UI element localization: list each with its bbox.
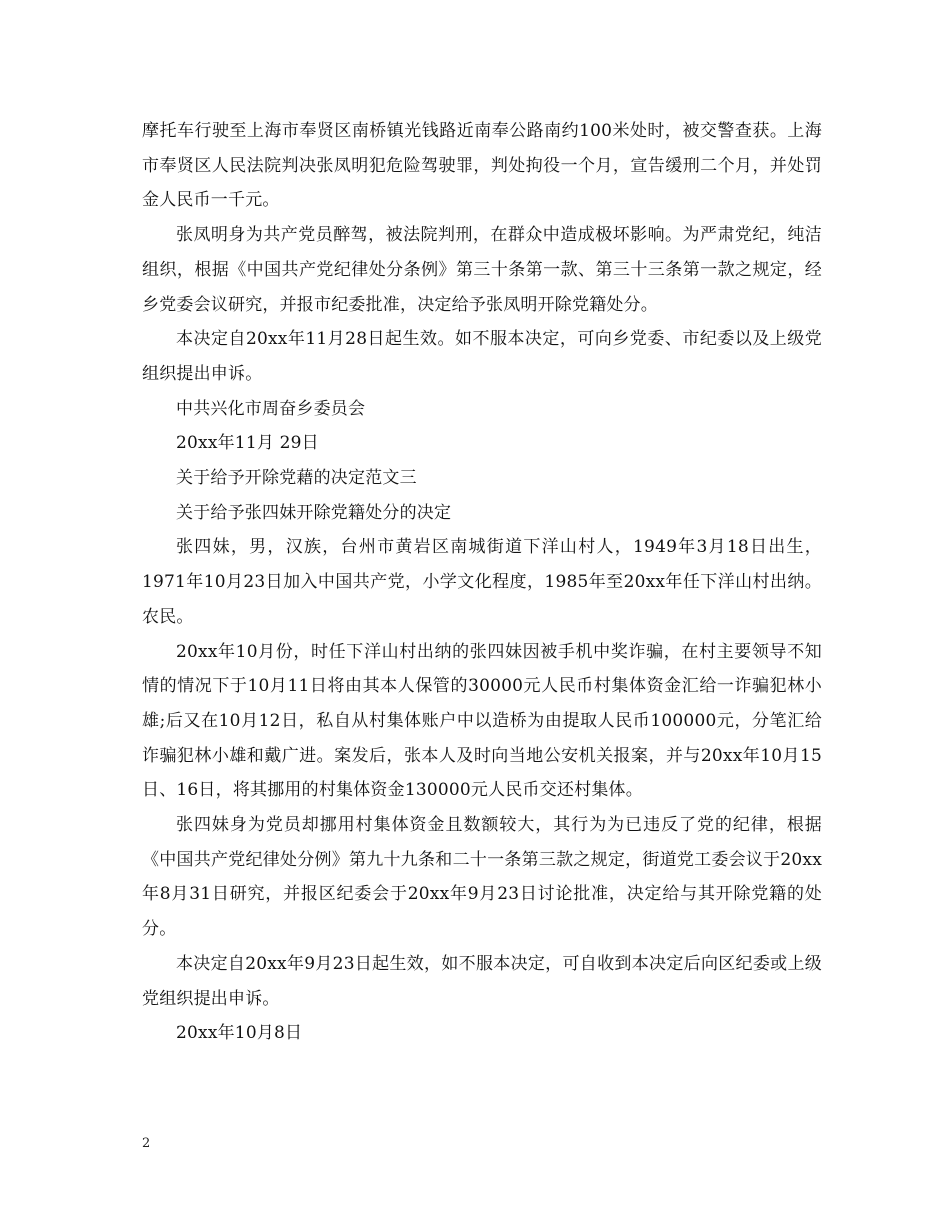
paragraph: 张四妹，男，汉族，台州市黄岩区南城街道下洋山村人，1949年3月18日出生，1971年10月23日加入中国共产党，小学文化程度，1985年至20xx年任下洋山村出纳。农民。: [142, 537, 822, 627]
signature-organization: 中共兴化市周奋乡委员会: [176, 398, 366, 419]
page-number: 2: [142, 1136, 151, 1151]
decision-title: 关于给予张四妹开除党籍处分的决定: [176, 502, 452, 523]
closing-date: 20xx年10月8日: [176, 1023, 303, 1044]
paragraph: 本决定自20xx年9月23日起生效，如不服本决定，可自收到本决定后向区纪委或上级党组织提出申诉。: [142, 953, 822, 1009]
paragraph: 张凤明身为共产党员醉驾，被法院判刑，在群众中造成极坏影响。为严肃党纪，纯洁组织，根据《中国共产党纪律处分条例》第三十条第一款、第三十三条第一款之规定，经乡党委会议研究，并报市纪委批准，决定给予张凤明开除党籍处分。: [142, 225, 822, 315]
section-heading: 关于给予开除党藉的决定范文三: [176, 468, 417, 489]
paragraph: 本决定自20xx年11月28日起生效。如不服本决定，可向乡党委、市纪委以及上级党组织提出申诉。: [142, 329, 822, 384]
paragraph: 摩托车行驶至上海市奉贤区南桥镇光钱路近南奉公路南约100米处时，被交警查获。上海市奉贤区人民法院判决张凤明犯危险驾驶罪，判处拘役一个月，宣告缓刑二个月，并处罚金人民币一千元。: [142, 121, 822, 211]
document-body: [142, 114, 822, 1051]
paragraph: 20xx年10月份，时任下洋山村出纳的张四妹因被手机中奖诈骗，在村主要领导不知情的情况下于10月11日将由其本人保管的30000元人民币村集体资金汇给一诈骗犯林小雄;后又在10月12日，私自从村集体账户中以造桥为由提取人民币100000元，分笔汇给诈骗犯林小雄和戴广进。案发后，张本人及时向当地公安机关报案，并与20xx年10月15日、16日，将其挪用的村集体资金130000元人民币交还村集体。: [142, 641, 822, 801]
paragraph: 张四妹身为党员却挪用村集体资金且数额较大，其行为为已违反了党的纪律，根据《中国共产党纪律处分例》第九十九条和二十一条第三款之规定，街道党工委会议于20xx年8月31日研究，并报区纪委会于20xx年9月23日讨论批准，决定给与其开除党籍的处分。: [142, 815, 822, 940]
signature-date: 20xx年11月 29日: [176, 433, 319, 454]
